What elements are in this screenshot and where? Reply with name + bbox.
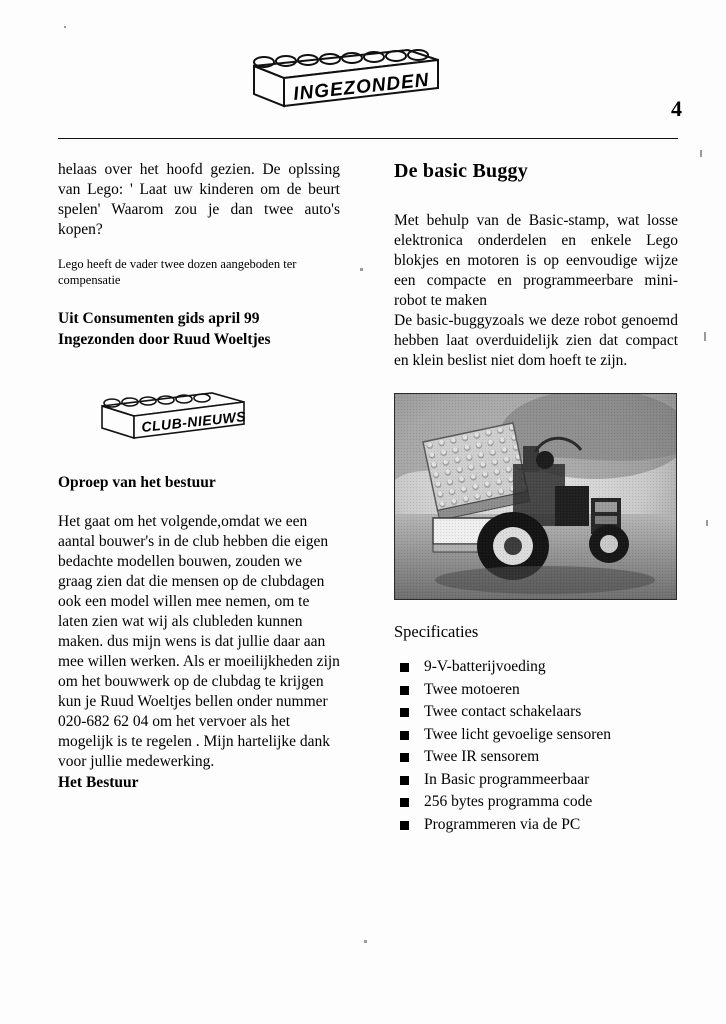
club-banner-title-text: CLUB-NIEUWS xyxy=(140,408,247,435)
specifications-title: Specificaties xyxy=(394,622,479,641)
scan-speck xyxy=(700,150,702,157)
scan-speck xyxy=(364,940,367,943)
basic-buggy-photo xyxy=(394,393,677,600)
continued-article-paragraph: helaas over het hoofd gezien. De oplssing van Lego: ' Laat uw kinderen om de beurt spelen' Waarom zou je dan twee auto's kopen? xyxy=(58,161,340,238)
basic-buggy-paragraph-2: De basic-buggyzoals we deze robot genoemd hebben laat overduidelijk zien dat compact en klein beslist niet dom hoeft te zijn. xyxy=(394,312,678,369)
credit-line-author: Ingezonden door Ruud Woeltjes xyxy=(58,331,271,348)
list-item: 256 bytes programma code xyxy=(394,791,678,814)
list-item: In Basic programmeerbaar xyxy=(394,769,678,792)
right-column xyxy=(394,160,678,836)
ingezonden-banner-graphic xyxy=(232,48,452,122)
list-item: Twee contact schakelaars xyxy=(394,701,678,724)
specifications-list xyxy=(394,656,678,836)
article-credit xyxy=(58,308,340,350)
page-number: 4 xyxy=(671,96,682,121)
compensation-note: Lego heeft de vader twee dozen aangeboden ter compensatie xyxy=(58,257,297,287)
club-section-signature: Het Bestuur xyxy=(58,774,139,791)
scan-speck xyxy=(360,268,363,271)
basic-buggy-heading: De basic Buggy xyxy=(394,160,528,182)
basic-buggy-paragraph-1: Met behulp van de Basic-stamp, wat losse elektronica onderdelen en enkele Lego blokjes en motoren is op eenvoudige wijze een compacte en programmeerbare mini-robot te maken xyxy=(394,212,678,309)
list-item: Twee IR sensorem xyxy=(394,746,678,769)
list-item: 9-V-batterijvoeding xyxy=(394,656,678,679)
list-item: Programmeren via de PC xyxy=(394,814,678,837)
club-section-heading: Oproep van het bestuur xyxy=(58,474,216,491)
list-item: Twee motoeren xyxy=(394,679,678,702)
scan-speck xyxy=(706,520,708,526)
scan-speck xyxy=(704,332,706,341)
club-section-body: Het gaat om het volgende,omdat we een aantal bouwer's in de club hebben die eigen bedachte modellen bouwen, zouden we graag zien dat die mensen op de clubdagen ook een model willen mee nemen, om te laten zien wat wij als clubleden kunnen maken. dus mijn wens is dat jullie daar aan mee willen werken. Als er moeilijkheden zijn om het bouwwerk op de clubdag te krijgen kun je Ruud Woeltjes bellen onder nummer 020-682 62 04 om het vervoer als het mogelijk is te regelen . Mijn hartelijke dank voor jullie medewerking. xyxy=(58,513,340,770)
list-item: Twee licht gevoelige sensoren xyxy=(394,724,678,747)
club-nieuws-banner-graphic xyxy=(86,392,286,444)
banner-title-text: INGEZONDEN xyxy=(292,69,431,105)
left-column xyxy=(58,160,340,792)
header-divider xyxy=(58,138,678,139)
credit-line-source: Uit Consumenten gids april 99 xyxy=(58,310,260,327)
scan-speck xyxy=(64,26,66,28)
